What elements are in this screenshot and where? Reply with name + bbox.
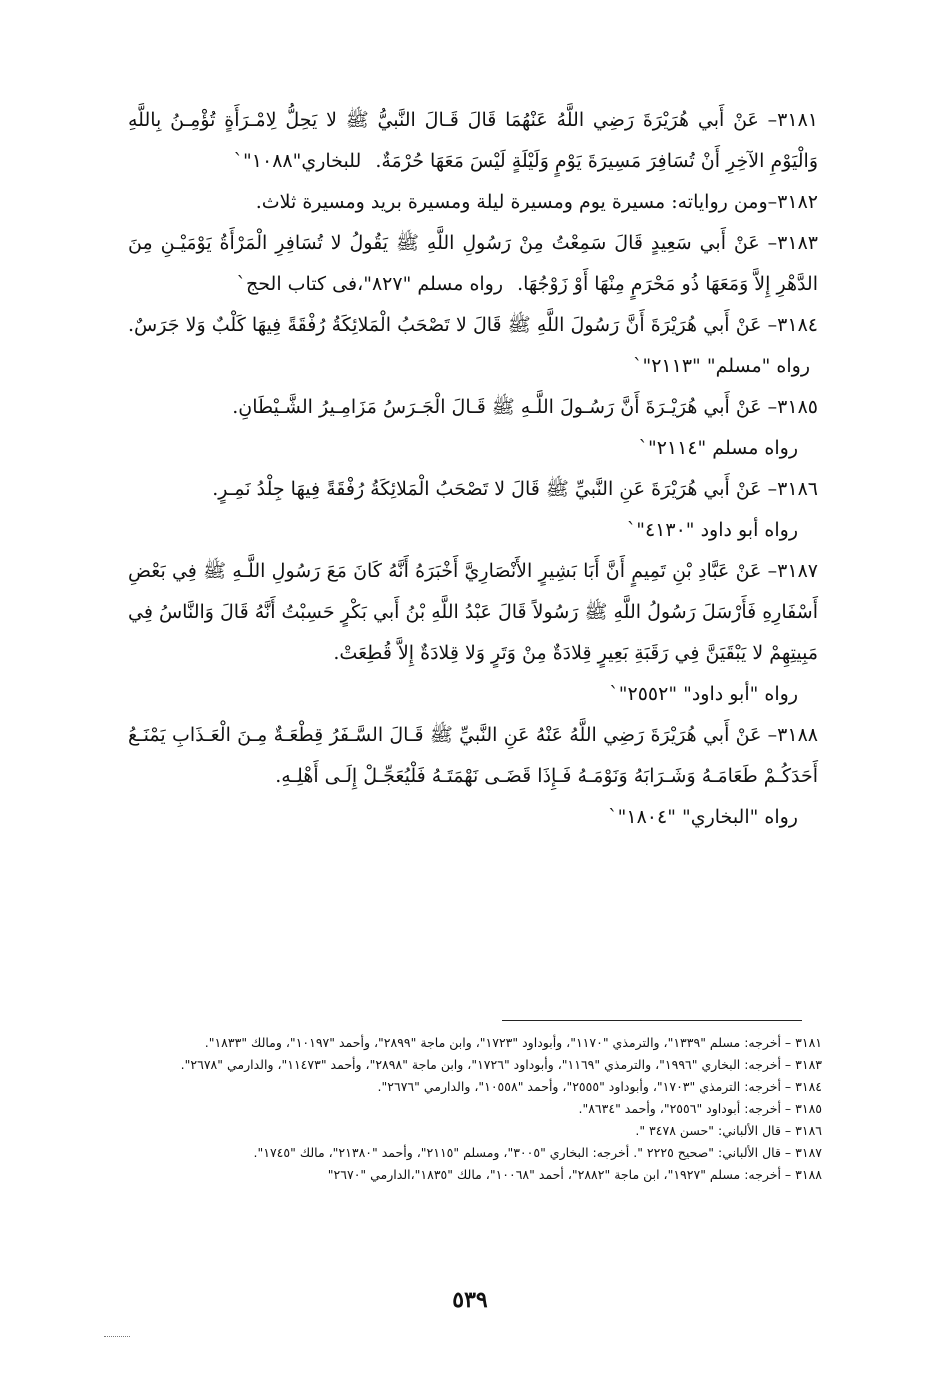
hadith-3183 xyxy=(128,223,818,305)
footnote-3183: ٣١٨٣ – أخرجه: البخاري "١٩٩٦"، والترمذي "١١٦٩"، وأبوداود "١٧٢٦"، وابن ماجة "٢٨٩٨"، وأحمد "١١٤٧٣"، والدارمي "٢٦٧٨". xyxy=(180,1057,822,1072)
footnote-3181: ٣١٨١ – أخرجه: مسلم "١٣٣٩"، والترمذي "١١٧٠"، وأبوداود "١٧٢٣"، وابن ماجة "٢٨٩٩"، وأحمد "١٠١٩٧"، ومالك "١٨٣٣". xyxy=(204,1035,822,1050)
hadith-text: ٣١٨٨– عَنْ أَبي هُرَيْرَةَ رَضِي اللَّهُ عَنْهُ عَنِ النَّبيِّ ﷺ قَـالَ السَّـفَرُ قِطْعَـةٌ مِـنَ الْعَـذَابِ يَمْنَـعُ أَحَدَكُـمْ طَعَامَـهُ وَشَـرَابَهُ وَنَوْمَـهُ فَـإِذَا قَضَـى نَهْمَتَـهُ فَلْيُعَجِّـلْ إِلَـى أَهْلِـهِ. xyxy=(128,724,818,787)
hadith-text: ٣١٨٢–ومن رواياته: مسيرة يوم ومسيرة ليلة ومسيرة بريد ومسيرة ثلاث. xyxy=(255,191,818,213)
hadith-source: رواه أبو داود "٤١٣٠"` xyxy=(626,519,798,541)
hadith-source: رواه مسلم "٨٢٧"،فى كتاب الحج` xyxy=(236,273,504,295)
hadith-source: رواه "أبو داود" "٢٥٥٢"` xyxy=(609,683,798,705)
footnote-3187: ٣١٨٧ – قال الألباني: "صحيح ٢٢٢٥ ". أخرجه: البخاري "٣٠٠٥"، ومسلم "٢١١٥"، وأحمد "٢١٣٨٠"، مالك "١٧٤٥". xyxy=(253,1145,822,1160)
hadith-3181 xyxy=(128,100,818,182)
hadith-source: رواه مسلم "٢١١٤"` xyxy=(638,437,798,459)
hadith-3188 xyxy=(128,715,818,838)
hadith-text: ٣١٨٤– عَنْ أَبي هُرَيْرَةَ أَنَّ رَسُولَ اللَّهِ ﷺ قَالَ لا تَصْحَبُ الْمَلائِكَةُ رُفْقَةً فِيهَا كَلْبٌ وَلا جَرَسٌ. xyxy=(128,314,818,336)
hadith-text: ٣١٨٥– عَنْ أَبي هُرَيْـرَةَ أَنَّ رَسُـولَ اللَّـهِ ﷺ قَـالَ الْجَـرَسُ مَزَامِـيرُ الشَّـيْطَانِ. xyxy=(232,396,818,418)
hadith-source: رواه "البخاري" "١٨٠٤"` xyxy=(608,806,798,828)
hadith-text: ٣١٨١– عَنْ أَبي هُرَيْرَةَ رَضِي اللَّهُ عَنْهُمَا قَالَ قَـالَ النَّبيُّ ﷺ لا يَحِلُّ لِامْـرَأَةٍ تُؤْمِـنُ بِاللَّهِ وَالْيَوْمِ الآخِرِ أَنْ تُسَافِرَ مَسِيرَةَ يَوْمٍ وَلَيْلَةٍ لَيْسَ مَعَهَا حُرْمَةٌ. xyxy=(128,109,818,172)
hadith-3184 xyxy=(128,305,818,387)
hadith-text: ٣١٨٦– عَنْ أَبي هُرَيْرَةَ عَنِ النَّبيِّ ﷺ قَالَ لا تَصْحَبُ الْمَلائِكَةُ رُفْقَةً فِيهَا جِلْدُ نَمِـرٍ. xyxy=(212,478,818,500)
hadith-source: للبخاري"١٠٨٨"` xyxy=(233,150,362,172)
hadith-3185 xyxy=(128,387,818,469)
page-number: ٥٣٩ xyxy=(452,1287,488,1313)
hadith-3186 xyxy=(128,469,818,551)
hadith-3182 xyxy=(128,182,818,223)
footnote-3185: ٣١٨٥ – أخرجه: أبوداود "٢٥٥٦"، وأحمد "٨٦٣٤". xyxy=(578,1101,822,1116)
hadith-source: رواه "مسلم" "٢١١٣"` xyxy=(632,355,810,377)
hadith-body xyxy=(128,100,818,838)
footnote-3184: ٣١٨٤ – أخرجه: الترمذي "١٧٠٣"، وأبوداود "٢٥٥٥"، وأحمد "١٠٥٥٨"، والدارمي "٢٦٧٦". xyxy=(377,1079,822,1094)
footnote-divider xyxy=(502,1020,802,1021)
hadith-text: ٣١٨٣– عَنْ أَبي سَعِيدٍ قَالَ سَمِعْتُ مِنْ رَسُولِ اللَّهِ ﷺ يَقُولُ لا تُسَافِرِ الْمَرْأَةُ يَوْمَيْـنِ مِنَ الدَّهْرِ إِلاَّ وَمَعَهَا ذُو مَحْرَمٍ مِنْهَا أَوْ زَوْجُهَا. xyxy=(128,232,818,295)
hadith-3187 xyxy=(128,551,818,715)
footnote-3188: ٣١٨٨ – أخرجه: مسلم "١٩٢٧"، ابن ماجة "٢٨٨٢"، أحمد "١٠٠٦٨"، مالك "١٨٣٥"،الدارمي "٢٦٧٠" xyxy=(327,1167,822,1182)
hadith-text: ٣١٨٧– عَنْ عَبَّادِ بْنِ تَمِيمٍ أَنَّ أَبَا بَشِيرٍ الأَنْصَارِيَّ أَخْبَرَهُ أَنَّهُ كَانَ مَعَ رَسُولِ اللَّـهِ ﷺ فِي بَعْضِ أَسْفَارِهِ فَأَرْسَلَ رَسُولُ اللَّهِ ﷺ رَسُولاً قَالَ عَبْدُ اللَّهِ بْنُ أَبي بَكْرٍ حَسِبْتُ أَنَّهُ قَالَ وَالنَّاسُ فِي مَبِيتِهِمْ لا يَبْقَيَنَّ فِي رَقَبَةِ بَعِيرٍ قِلادَةٌ مِنْ وَتَرٍ وَلا قِلادَةٌ إِلاَّ قُطِعَتْ. xyxy=(128,560,818,664)
footnotes xyxy=(112,1032,822,1186)
footnote-3186: ٣١٨٦ – قال الألباني: "حسن ٣٤٧٨ ". xyxy=(635,1123,822,1138)
scan-margin-mark xyxy=(104,1336,130,1337)
